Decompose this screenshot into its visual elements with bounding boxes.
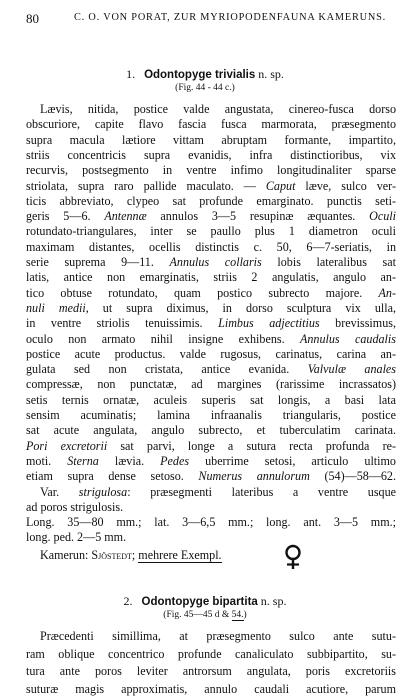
species-2-figref-underlined: 54.: [231, 610, 244, 620]
text-segment: Oculi: [369, 209, 396, 224]
text-line: [40, 101, 396, 117]
text-segment: nuli medii: [26, 300, 86, 315]
species-2-title: [0, 594, 410, 609]
species-2-name: Odontopyge bipartita: [141, 596, 258, 608]
handwritten-underlined-note: mehrere Exempl.: [138, 548, 222, 562]
text-line: [26, 438, 396, 454]
text-segment: Antennæ: [104, 209, 147, 224]
text-line: [26, 300, 396, 316]
text-segment: An-: [378, 285, 396, 300]
species-2-author: n. sp.: [260, 594, 287, 608]
text-line: [26, 193, 396, 209]
text-segment: Var.: [40, 484, 79, 499]
text-line: [26, 361, 396, 377]
text-segment: in ventre striolis tenuissimis.: [26, 316, 219, 331]
text-line: [26, 514, 396, 530]
text-line: [26, 132, 396, 148]
text-segment: obscuriore, capite flavo fascia fusca marmorata, præsegmento: [26, 117, 396, 132]
species-1-figure-ref: (Fig. 44 - 44 c.): [175, 83, 235, 93]
locality-line: [40, 547, 222, 563]
text-line: [40, 628, 396, 644]
text-segment: long. ped. 2—5 mm.: [26, 530, 127, 545]
text-segment: rotundato-triangulares, inter se paullo plus 1 diametron oculi: [26, 224, 396, 239]
text-segment: postice acute productus. valde rugosus, carinatus, carina an-: [26, 346, 396, 361]
species-2-figref-close: ): [243, 610, 247, 620]
text-segment: compressæ, non punctatæ, ad margines (rarissime incrassatos): [26, 377, 396, 392]
female-symbol-handwritten: [282, 544, 304, 570]
text-segment: lobis lateralibus sat: [261, 255, 396, 269]
text-segment: (54)—58—62.: [309, 469, 396, 484]
species-1-title: [0, 67, 410, 82]
species-2-figref-main: (Fig. 45—45 d &: [163, 610, 232, 620]
text-segment: striolata, supra raro pallide maculato. —: [26, 178, 266, 193]
text-line: [26, 315, 396, 331]
text-line: [26, 269, 396, 285]
text-segment: Long. 35—80 mm.; lat. 3—6,5 mm.; long. ant. 3—5 mm.;: [26, 515, 396, 530]
collector-name: Sjöstedt: [91, 548, 132, 562]
text-line: [26, 162, 396, 178]
text-segment: recurvis, postsegmento in ventre infimo longitudinaliter sparse: [26, 163, 396, 178]
text-line: [26, 116, 396, 132]
text-line: [26, 223, 396, 239]
text-segment: striis concentricis supra evanidis, infra distinctioribus, vix: [26, 147, 396, 162]
text-segment: Pedes: [160, 453, 190, 468]
species-1-number: 1.: [126, 67, 136, 81]
text-line: [26, 468, 396, 484]
species-2-figure-ref: [0, 610, 410, 620]
text-segment: Sterna: [67, 453, 99, 468]
text-segment: maximam distantes, ocellis distinctis c. 50, 6—7-seriatis, in: [26, 239, 396, 254]
species-1-author: n. sp.: [258, 67, 284, 81]
text-segment: ticis abbreviato, clypeo sat profunde emarginato. punctis seti-: [26, 193, 396, 208]
locality-separator: ;: [131, 548, 139, 562]
text-line: [26, 254, 396, 270]
text-line: [26, 208, 396, 224]
text-segment: Præcedenti simillima, at præsegmento sulco ante sutu-: [40, 629, 396, 643]
text-segment: oculo non armato nihil insigne exhibens.: [26, 331, 300, 346]
text-segment: Valvulæ anales: [307, 362, 396, 377]
text-segment: suturæ magis approximatis, annulo caudali acutiore, parum: [26, 681, 396, 696]
text-segment: Lævis, nitida, postice valde angustata, cinereo-fusca dorso: [40, 102, 396, 116]
text-segment: Limbus adjectitius: [218, 316, 320, 331]
text-line: [40, 484, 396, 500]
text-segment: ad poros strigulosis.: [26, 499, 124, 514]
text-segment: serie suprema 9—11.: [26, 255, 170, 269]
text-line: [26, 499, 396, 515]
text-segment: supra macula lætiore vittam abruptam formante, impartito,: [26, 132, 396, 147]
text-segment: etiam supra dense setoso.: [26, 469, 199, 484]
text-line: [26, 285, 396, 301]
text-line: [26, 239, 396, 255]
text-segment: annulos 3—5 resupinæ æquantes.: [146, 209, 370, 224]
text-segment: latis, antice non emarginatis, striis 2 angulatis, angulo an-: [26, 270, 396, 285]
text-segment: strigulosa: [78, 484, 128, 499]
text-segment: Pori excretorii: [26, 438, 108, 453]
text-line: [26, 147, 396, 163]
text-line: [26, 407, 396, 423]
text-line: [26, 646, 396, 662]
text-line: [26, 422, 396, 438]
text-segment: gulata sed non cristata, antice evanida.: [26, 362, 308, 377]
text-segment: setis ternis ornatæ, aculeis superis sat longis, a basi lata: [26, 392, 396, 407]
text-line: [26, 178, 396, 194]
text-segment: sat parvi, longe a sutura recta profunda re-: [107, 438, 396, 453]
text-segment: moti.: [26, 453, 68, 468]
text-line: [26, 681, 396, 697]
text-segment: tico obtuse rotundato, quam postico subrecto majore.: [26, 285, 379, 300]
text-segment: Annulus collaris: [169, 255, 262, 269]
text-line: [26, 376, 396, 392]
text-line: [26, 346, 396, 362]
text-segment: uberrime setosi, articulo ultimo: [189, 453, 396, 468]
text-line: [26, 663, 396, 679]
species-1-name: Odontopyge trivialis: [144, 69, 256, 81]
text-segment: brevissimus,: [319, 316, 396, 331]
text-segment: Caput: [265, 178, 296, 193]
text-segment: Numerus annulorum: [198, 469, 310, 484]
text-segment: geris 5—6.: [26, 209, 105, 224]
text-segment: sat acute angulata, angulo subrecto, et tuberculatim carinata.: [26, 423, 396, 438]
text-segment: sensim acuminatis; lamina infraanalis triangularis, postice: [26, 408, 396, 422]
text-segment: , ut supra diximus, in dorso sculptura vix ulla,: [85, 300, 396, 315]
text-line: [26, 392, 396, 408]
text-line: [26, 331, 396, 347]
page-number: 80: [26, 11, 39, 26]
locality-prefix: Kamerun:: [40, 548, 92, 562]
text-line: [26, 453, 396, 469]
text-segment: : præsegmenti lateribus a ventre usque: [127, 484, 396, 499]
text-segment: lævia.: [98, 453, 161, 468]
page-header: [26, 11, 396, 27]
text-segment: tura ante poros leviter antrorsum angulata, poris excretoriis: [26, 664, 396, 679]
text-segment: ram oblique concentrico profunde canaliculato subbipartito, su-: [26, 646, 396, 661]
text-segment: læve, sulco ver-: [295, 178, 396, 193]
text-line: [26, 529, 396, 545]
text-segment: Annulus caudalis: [299, 331, 396, 346]
species-2-number: 2.: [123, 594, 133, 608]
running-head: C. O. VON PORAT, ZUR MYRIOPODENFAUNA KAMERUNS.: [74, 12, 386, 23]
